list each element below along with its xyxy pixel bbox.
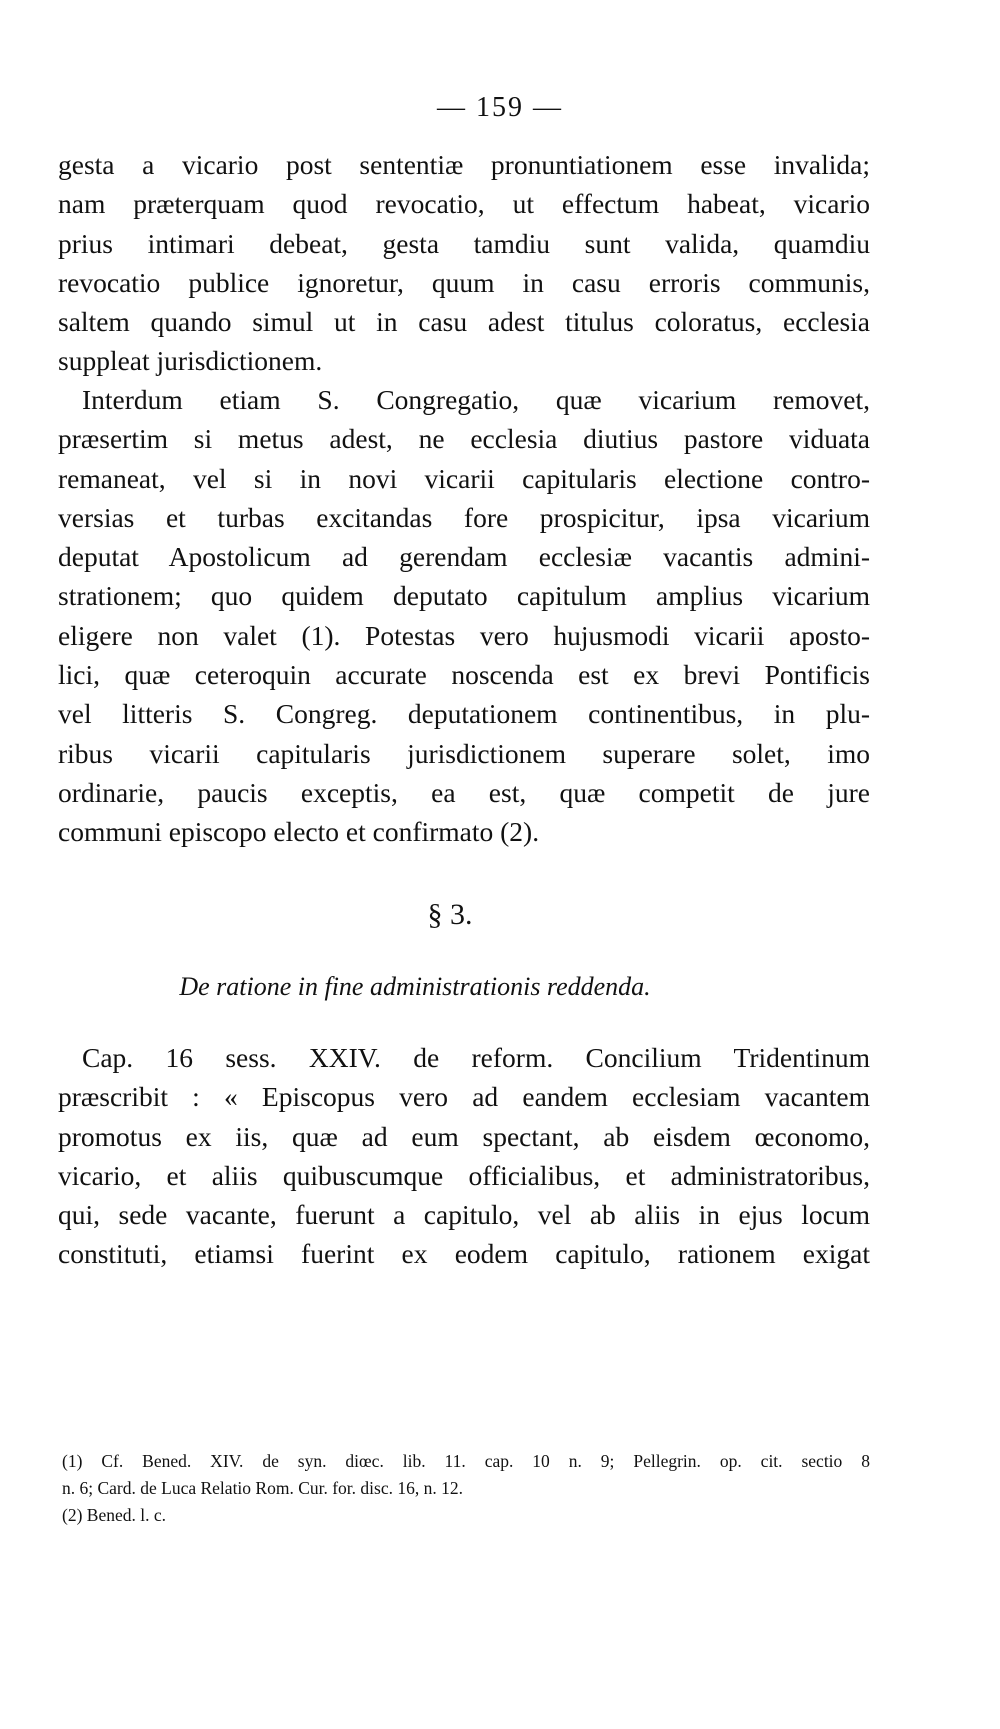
text-line: promotus ex iis, quæ ad eum spectant, ab eisdem œconomo, (58, 1120, 870, 1152)
text-line: gesta a vicario post sententiæ pronuntiationem esse invalida; (58, 149, 870, 180)
text-line: saltem quando simul ut in casu adest titulus coloratus, ecclesia (58, 306, 870, 338)
page-number: — 159 — (437, 92, 563, 123)
text-line: versias et turbas excitandas fore prospicitur, ipsa vicarium (58, 501, 870, 533)
text-line: præscribit : « Episcopus vero ad eandem ecclesiam vacantem (58, 1081, 870, 1113)
footnote-line: (1) Cf. Bened. XIV. de syn. diœc. lib. 11. cap. 10 n. 9; Pellegrin. op. cit. sectio 8 (62, 1451, 870, 1471)
text-line: deputat Apostolicum ad gerendam ecclesiæ vacantis admini- (58, 541, 870, 573)
footnote-line: (2) Bened. l. c. (62, 1505, 166, 1525)
section-title: De ratione in fine administrationis reddenda. (179, 972, 651, 1001)
text-line: præsertim si metus adest, ne ecclesia diutius pastore viduata (58, 423, 870, 455)
text-line: remaneat, vel si in novi vicarii capitularis electione contro- (58, 462, 870, 494)
text-line: ribus vicarii capitularis jurisdictionem superare solet, imo (58, 737, 870, 769)
text-line: qui, sede vacante, fuerunt a capitulo, vel ab aliis in ejus locum (58, 1199, 870, 1231)
paragraph-3 (58, 1038, 870, 1274)
text-line: eligere non valet (1). Potestas vero hujusmodi vicarii aposto- (58, 619, 870, 651)
text-line: constituti, etiamsi fuerint ex eodem capitulo, rationem exigat (58, 1238, 870, 1270)
paragraph-2 (58, 380, 870, 852)
text-line: vel litteris S. Congreg. deputationem continentibus, in plu- (58, 698, 870, 730)
footnotes (62, 1448, 870, 1529)
text-line: lici, quæ ceteroquin accurate noscenda est ex brevi Pontificis (58, 659, 870, 691)
text-line: strationem; quo quidem deputato capitulum amplius vicarium (58, 580, 870, 612)
text-line: ordinarie, paucis exceptis, ea est, quæ competit de jure (58, 776, 870, 808)
text-line: suppleat jurisdictionem. (58, 345, 323, 377)
text-line: nam præterquam quod revocatio, ut effectum habeat, vicario (58, 188, 870, 220)
text-line: Cap. 16 sess. XXIV. de reform. Concilium Tridentinum (82, 1042, 870, 1073)
section-number: § 3. (427, 898, 473, 931)
text-line: communi episcopo electo et confirmato (2). (58, 816, 540, 848)
footnote-line: n. 6; Card. de Luca Relatio Rom. Cur. for. disc. 16, n. 12. (62, 1478, 463, 1498)
text-line: vicario, et aliis quibuscumque officialibus, et administratoribus, (58, 1159, 870, 1191)
paragraph-1 (58, 145, 870, 381)
text-line: Interdum etiam S. Congregatio, quæ vicarium removet, (82, 384, 870, 415)
text-line: prius intimari debeat, gesta tamdiu sunt valida, quamdiu (58, 227, 870, 259)
text-line: revocatio publice ignoretur, quum in casu erroris communis, (58, 266, 870, 298)
